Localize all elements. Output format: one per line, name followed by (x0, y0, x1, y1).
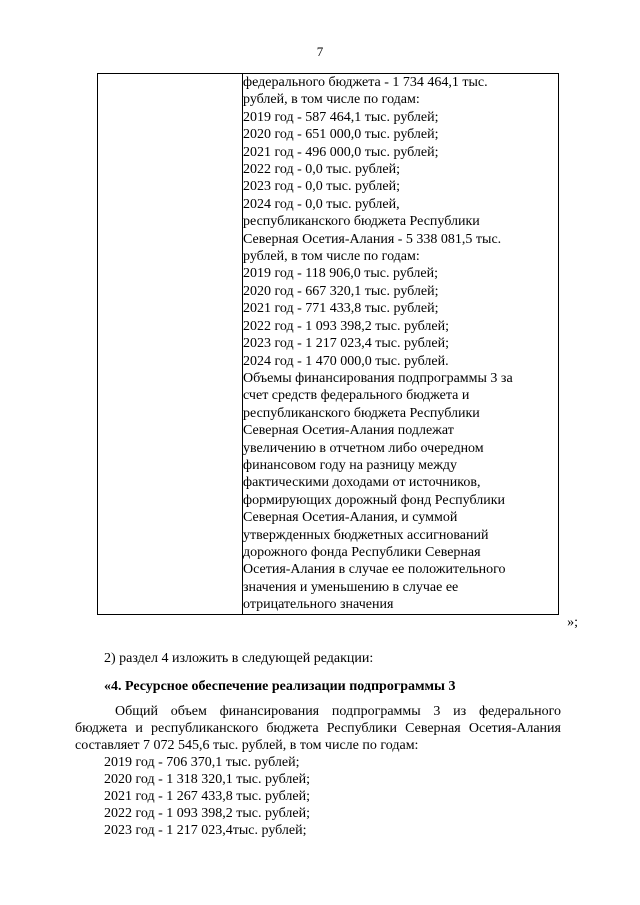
table-text-line: утвержденных бюджетных ассигнований (243, 527, 489, 543)
table-text-line: дорожного фонда Республики Северная (243, 544, 481, 560)
year-line: 2022 год - 1 093 398,2 тыс. рублей; (104, 806, 311, 821)
paragraph-line-3: составляет 7 072 545,6 тыс. рублей, в том числе по годам: (75, 738, 419, 753)
year-list (104, 754, 310, 839)
table-text-line: Объемы финансирования подпрограммы 3 за (243, 370, 513, 386)
year-line: 2020 год - 1 318 320,1 тыс. рублей; (104, 772, 311, 787)
table-text-line: 2023 год - 0,0 тыс. рублей; (243, 179, 401, 195)
table-text-line: 2023 год - 1 217 023,4 тыс. рублей; (243, 336, 450, 352)
closing-quote: »; (567, 615, 578, 630)
resource-table (97, 73, 559, 615)
table-left-cell (98, 74, 243, 615)
table-text-line: 2024 год - 0,0 тыс. рублей, (243, 196, 400, 212)
paragraph-line-2: бюджета и республиканского бюджета Республики Северная Осетия-Алания (75, 721, 561, 736)
table-text-line: Северная Осетия-Алания подлежат (243, 423, 454, 439)
section-heading: «4. Ресурсное обеспечение реализации подпрограммы 3 (104, 679, 456, 694)
table-text-line: Осетия-Алания в случае ее положительного (243, 562, 506, 578)
table-text-line: увеличению в отчетном либо очередном (243, 440, 484, 456)
table-text-line: 2020 год - 667 320,1 тыс. рублей; (243, 283, 439, 299)
page-number: 7 (316, 44, 324, 59)
table-text-line: 2021 год - 496 000,0 тыс. рублей; (243, 144, 439, 160)
table-text-line: 2020 год - 651 000,0 тыс. рублей; (243, 127, 439, 143)
table-text-line: республиканского бюджета Республики (243, 405, 480, 421)
table-text-line: финансовом году на разницу между (243, 457, 457, 473)
table-text-line: фактическими доходами от источников, (243, 475, 481, 491)
table-text-line: 2024 год - 1 470 000,0 тыс. рублей. (243, 353, 449, 369)
table-text-line: республиканского бюджета Республики (243, 214, 480, 230)
year-line: 2021 год - 1 267 433,8 тыс. рублей; (104, 789, 311, 804)
table-text-line: 2022 год - 1 093 398,2 тыс. рублей; (243, 318, 450, 334)
table-text-line: 2021 год - 771 433,8 тыс. рублей; (243, 301, 439, 317)
table-text-line: рублей, в том числе по годам: (243, 92, 420, 108)
table-text-line: формирующих дорожный фонд Республики (243, 492, 506, 508)
item-2-text: 2) раздел 4 изложить в следующей редакции: (104, 651, 374, 666)
table-text-line: 2019 год - 587 464,1 тыс. рублей; (243, 109, 439, 125)
table-right-cell-lines (243, 74, 558, 614)
table-text-line: 2019 год - 118 906,0 тыс. рублей; (243, 266, 438, 282)
paragraph-line-1: Общий объем финансирования подпрограммы 3 из федерального (115, 704, 561, 719)
table-right-cell (243, 74, 559, 615)
table-text-line: 2022 год - 0,0 тыс. рублей; (243, 162, 401, 178)
year-line: 2023 год - 1 217 023,4тыс. рублей; (104, 823, 307, 838)
table-text-line: счет средств федерального бюджета и (243, 388, 470, 404)
table-text-line: Северная Осетия-Алания, и суммой (243, 510, 458, 526)
table-text-line: федерального бюджета - 1 734 464,1 тыс. (243, 75, 488, 90)
table-text-line: Северная Осетия-Алания - 5 338 081,5 тыс. (243, 231, 502, 247)
table-text-line: значения и уменьшению в случае ее (243, 579, 459, 595)
year-line: 2019 год - 706 370,1 тыс. рублей; (104, 755, 300, 770)
table-text-line: отрицательного значения (243, 597, 394, 613)
table-text-line: рублей, в том числе по годам: (243, 249, 420, 265)
